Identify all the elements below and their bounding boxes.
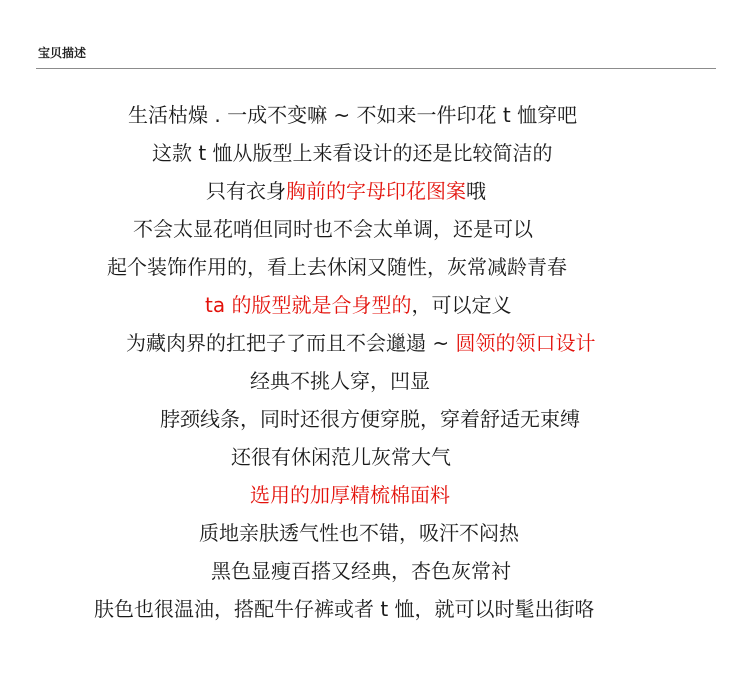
line-text: 不会太显花哨但同时也不会太单调，还是可以 (133, 217, 533, 241)
description-line (0, 252, 750, 282)
highlighted-text: 选用的加厚精梳棉面料 (250, 483, 450, 507)
description-line (0, 404, 750, 434)
description-line (0, 594, 750, 624)
description-line (0, 442, 750, 472)
line-text: 为藏肉界的扛把子了而且不会邋遢 ~ (126, 331, 456, 355)
line-text: 脖颈线条，同时还很方便穿脱，穿着舒适无束缚 (160, 407, 580, 431)
highlighted-text: ta 的版型就是合身型的 (205, 293, 412, 317)
highlighted-text: 胸前的字母印花图案 (286, 179, 466, 203)
description-line (0, 214, 750, 244)
description-line (0, 100, 750, 130)
description-line (0, 518, 750, 548)
line-text: 生活枯燥 . 一成不变嘛 ~ 不如来一件印花 t 恤穿吧 (128, 103, 578, 127)
description-line (0, 176, 750, 206)
line-text: 黑色显瘦百搭又经典，杏色灰常衬 (211, 559, 511, 583)
description-line (0, 556, 750, 586)
line-text: ，可以定义 (411, 293, 512, 317)
line-text: 起个装饰作用的，看上去休闲又随性，灰常减龄青春 (107, 255, 567, 279)
description-line (0, 138, 750, 168)
section-title: 宝贝描述 (38, 46, 87, 60)
description-line (0, 290, 750, 320)
line-text: 经典不挑人穿，凹显 (250, 369, 430, 393)
description-line (0, 480, 750, 510)
line-text: 肤色也很温油，搭配牛仔裤或者 t 恤，就可以时髦出街咯 (94, 597, 595, 621)
line-text: 质地亲肤透气性也不错，吸汗不闷热 (199, 521, 519, 545)
line-text: 只有衣身 (206, 179, 286, 203)
line-text: 哦 (466, 179, 486, 203)
highlighted-text: 圆领的领口设计 (455, 331, 596, 355)
line-text: 还很有休闲范儿灰常大气 (231, 445, 451, 469)
description-line (0, 328, 750, 358)
header-divider (36, 68, 716, 69)
line-text: 这款 t 恤从版型上来看设计的还是比较简洁的 (152, 141, 553, 165)
description-line (0, 366, 750, 396)
